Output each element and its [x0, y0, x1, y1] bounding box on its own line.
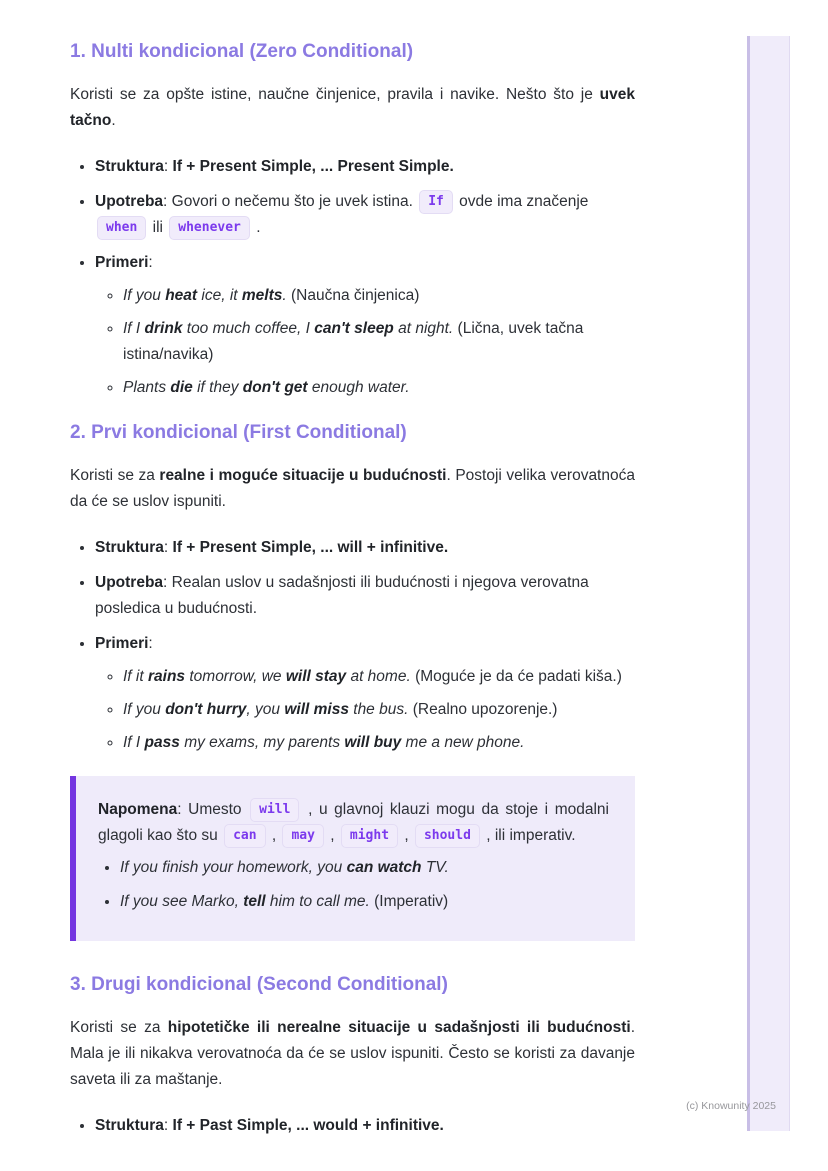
- examples-label: Primeri:: [95, 254, 153, 271]
- section-heading-zero-conditional: 1. Nulti kondicional (Zero Conditional): [70, 41, 414, 62]
- usage-bullet: • Upotreba: Govori o nečemu što je uvek istina. If ovde ima značenje when ili whenever .: [95, 189, 635, 241]
- copyright-footer: (c) Knowunity 2025: [686, 1100, 776, 1112]
- bullet-list-first-conditional: [70, 535, 635, 756]
- note-example-item: • If you finish your homework, you can watch TV.: [120, 855, 609, 881]
- example-item: ◦ If I pass my exams, my parents will buy me a new phone.: [123, 730, 635, 756]
- note-text: Napomena: Umesto will , u glavnoj klauzi mogu da stoje i modalni glagoli kao što su can , may , might , should , ili imperativ.: [98, 797, 609, 849]
- section-heading-first-conditional: 2. Prvi kondicional (First Conditional): [70, 422, 407, 443]
- inline-code-badge: should: [415, 824, 480, 848]
- example-item: ◦ If you heat ice, it melts. (Naučna činjenica): [123, 283, 635, 309]
- example-item: ◦ If it rains tomorrow, we will stay at home. (Moguće je da će padati kiša.): [123, 664, 635, 690]
- intro-paragraph-second-conditional: Koristi se za hipotetičke ili nerealne situacije u sadašnjosti ili budućnosti. Mala je ili nikakva verovatnoća da će se uslov ispuniti. Često se koristi za davanje saveta ili za maštanje.: [70, 1019, 635, 1088]
- inline-code-badge: when: [97, 216, 146, 240]
- structure-bullet: • Struktura: If + Present Simple, ... Present Simple.: [95, 154, 635, 180]
- example-item: ◦ Plants die if they don't get enough water.: [123, 375, 635, 401]
- inline-code-badge: can: [224, 824, 265, 848]
- examples-sublist-zero-conditional: [95, 283, 635, 401]
- structure-bullet: • Struktura: If + Present Simple, ... will + infinitive.: [95, 535, 635, 561]
- examples-sublist-first-conditional: [95, 664, 635, 756]
- example-item: ◦ If you don't hurry, you will miss the bus. (Realno upozorenje.): [123, 697, 635, 723]
- structure-bullet: • Struktura: If + Past Simple, ... would + infinitive.: [95, 1113, 635, 1139]
- examples-bullet: [95, 631, 635, 756]
- example-item: ◦ If I drink too much coffee, I can't sleep at night. (Lična, uvek tačna istina/navika): [123, 316, 635, 368]
- intro-paragraph-first-conditional: Koristi se za realne i moguće situacije u budućnosti. Postoji velika verovatnoća da će se uslov ispuniti.: [70, 467, 635, 510]
- page-edge-strip: [747, 36, 790, 1131]
- inline-code-badge: whenever: [169, 216, 250, 240]
- note-box: [70, 776, 635, 941]
- bullet-list-second-conditional: [70, 1113, 635, 1139]
- note-examples-list: [98, 855, 609, 915]
- document-content: [70, 0, 635, 1159]
- note-example-item: • If you see Marko, tell him to call me. (Imperativ): [120, 889, 609, 915]
- section-heading-second-conditional: 3. Drugi kondicional (Second Conditional): [70, 974, 448, 995]
- inline-code-badge: will: [250, 798, 299, 822]
- usage-bullet: • Upotreba: Realan uslov u sadašnjosti ili budućnosti i njegova verovatna posledica u budućnosti.: [95, 570, 635, 622]
- bullet-list-zero-conditional: [70, 154, 635, 401]
- examples-bullet: [95, 250, 635, 401]
- inline-code-badge: might: [341, 824, 398, 848]
- examples-label: Primeri:: [95, 635, 153, 652]
- inline-code-badge: If: [419, 190, 453, 214]
- inline-code-badge: may: [282, 824, 323, 848]
- intro-paragraph-zero-conditional: Koristi se za opšte istine, naučne činjenice, pravila i navike. Nešto što je uvek tačno.: [70, 86, 635, 129]
